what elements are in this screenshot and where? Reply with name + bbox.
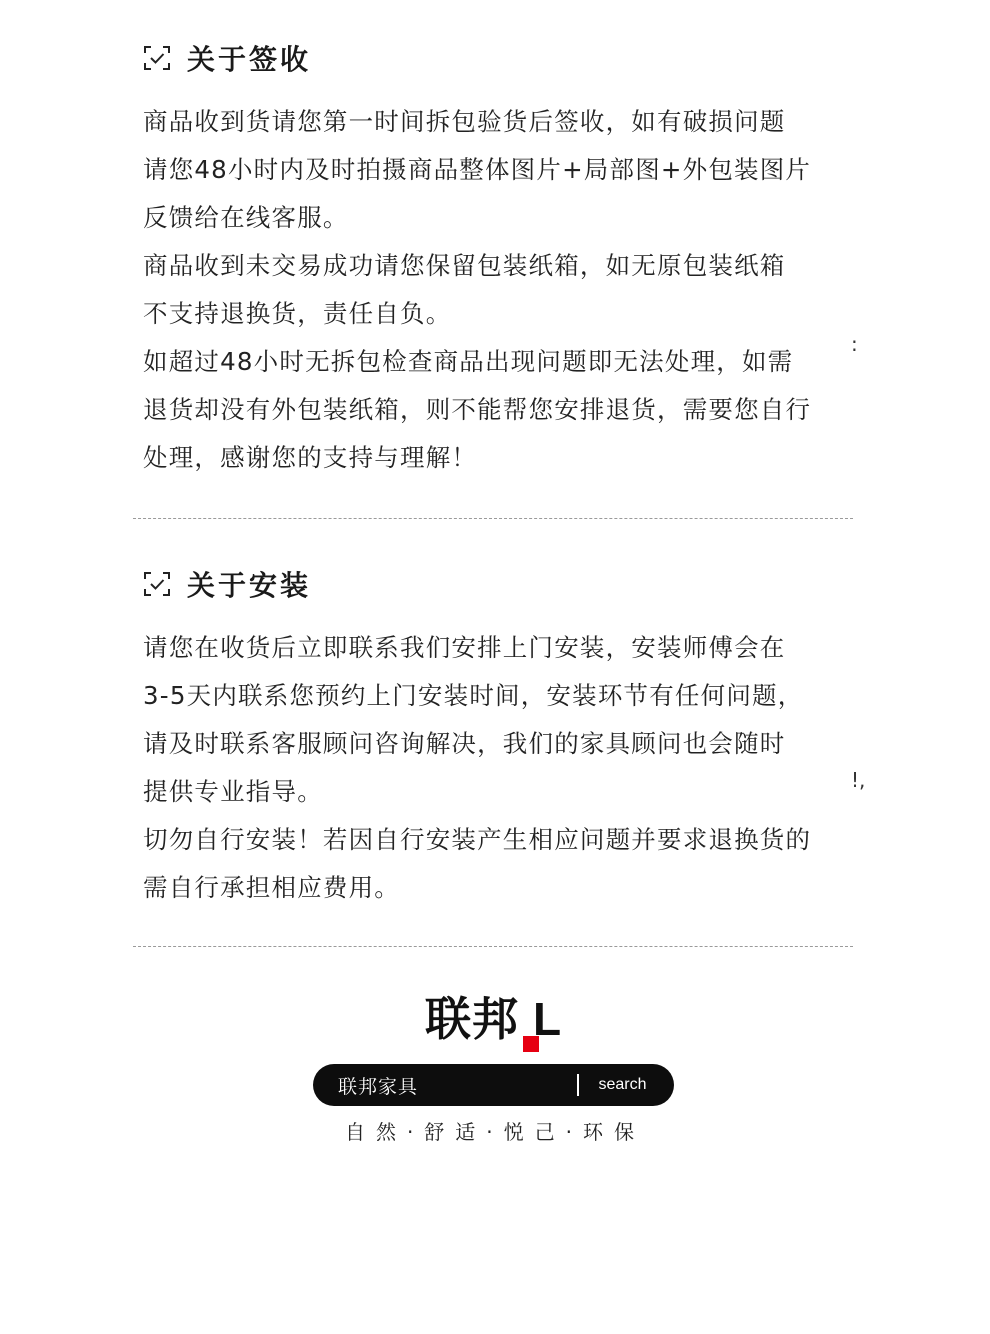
scan-check-icon [143,44,171,72]
paragraph-warning: 切勿自行安装！若因自行安装产生相应问题并要求退换货的 需自行承担相应费用。 [143,825,812,902]
section-installation [143,564,866,912]
search-bar[interactable] [313,1064,674,1106]
dashed-divider [133,518,853,519]
slogan: 自然·舒适·悦己·环保 [344,1120,646,1144]
stray-mark: : [851,332,858,356]
search-input[interactable]: 联邦家具 [338,1075,419,1098]
stray-mark: !, [851,768,866,792]
section-title: 关于安装 [187,569,312,602]
section-body [143,98,863,482]
paragraph-inspection: 商品收到货请您第一时间拆包验货后签收，如有破损问题 请您48小时内及时拍摄商品整体图片+局部图+外包装图片 反馈给在线客服。 [143,107,812,232]
section-signing-header [143,38,863,78]
brand-letter: L [533,993,562,1045]
brand-logo [0,984,990,1044]
section-title: 关于签收 [187,43,312,76]
section-signing [143,38,863,482]
section-body [143,624,866,912]
section-installation-header [143,564,863,604]
paragraph-packaging: 商品收到未交易成功请您保留包装纸箱，如无原包装纸箱 不支持退换货，责任自负。 [143,251,786,328]
brand-logo-inner [425,984,565,1044]
paragraph-contact: 请您在收货后立即联系我们安排上门安装，安装师傅会在 3-5天内联系您预约上门安装时间，安装环节有任何问题， 请及时联系客服顾问咨询解决，我们的家具顾问也会随时 提供专业指导。 [143,633,804,806]
paragraph-timeout: 如超过48小时无拆包检查商品出现问题即无法处理，如需 退货却没有外包装纸箱，则不能帮您安排退货，需要您自行 处理，感谢您的支持与理解！ [143,347,812,472]
search-button[interactable]: search [598,1076,647,1093]
scan-check-icon [143,570,171,598]
brand-name: 联邦 [425,992,519,1046]
search-divider [577,1074,579,1096]
brand-mark [523,994,565,1044]
dashed-divider [133,946,853,947]
